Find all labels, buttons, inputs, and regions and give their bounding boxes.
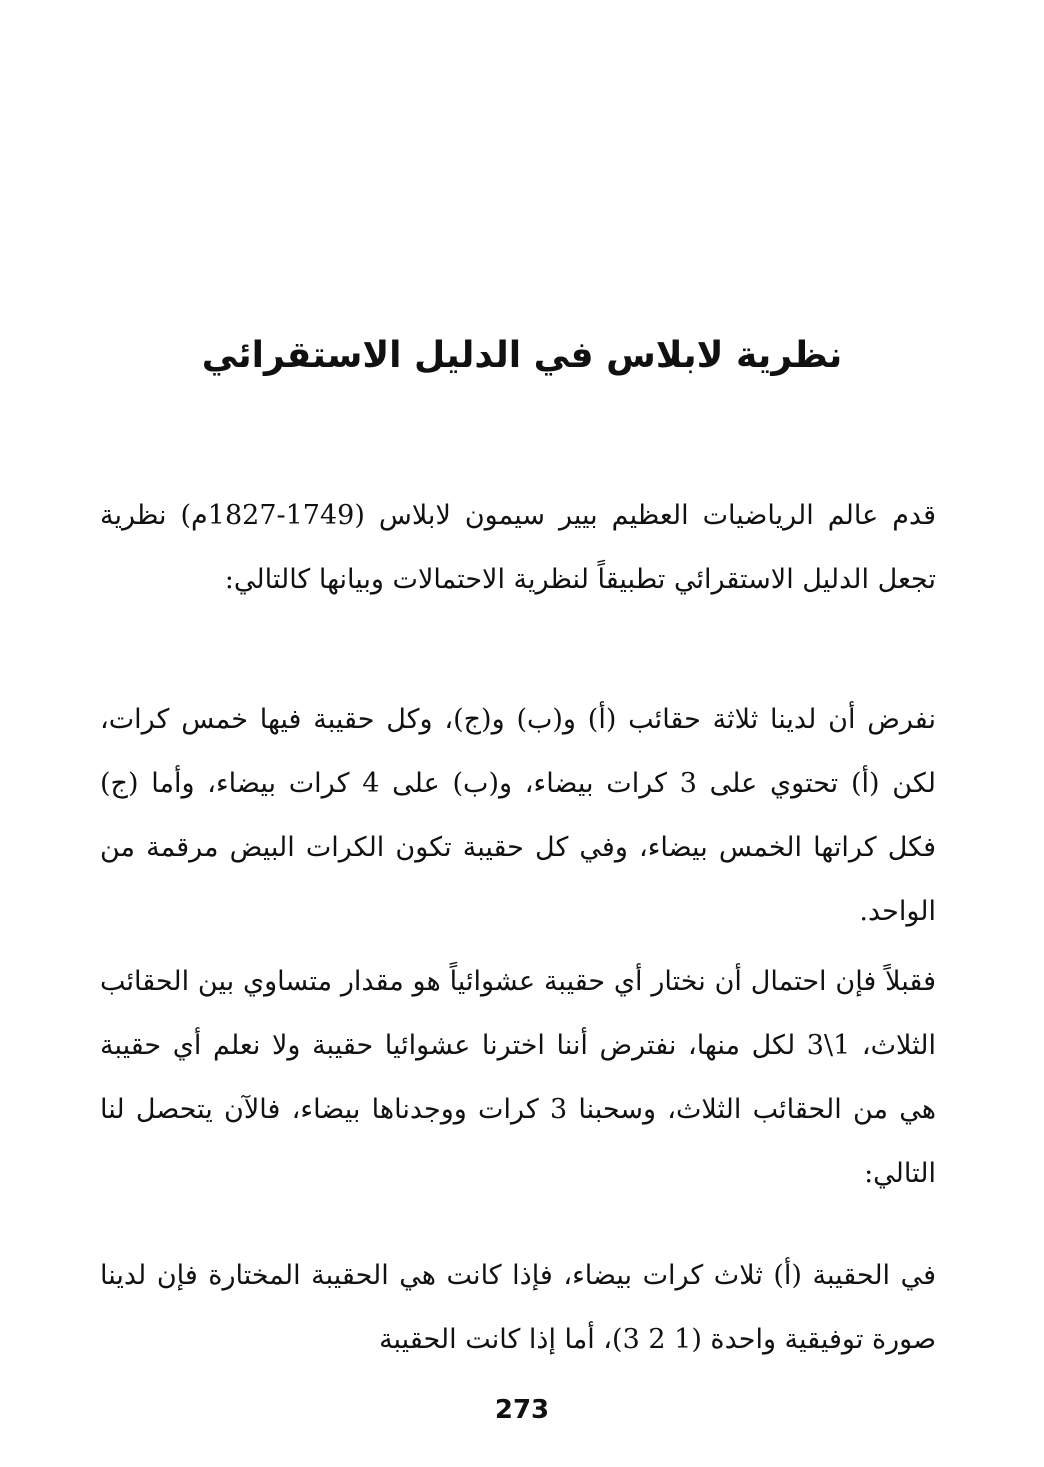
paragraph-bag-a: في الحقيبة (أ) ثلاث كرات بيضاء، فإذا كانت هي الحقيبة المختارة فإن لدينا صورة توفيقية واحدة (1 2 3)، أما إذا كانت الحقيبة bbox=[100, 1260, 936, 1355]
page-number: 273 bbox=[494, 1395, 550, 1425]
paragraph-intro: قدم عالم الرياضيات العظيم بيير سيمون لابلاس (1749-1827م) نظرية تجعل الدليل الاستقرائي تطبيقاً لنظرية الاحتمالات وبيانها كالتالي: bbox=[100, 500, 936, 595]
paragraph-probability: فقبلاً فإن احتمال أن نختار أي حقيبة عشوائياً هو مقدار متساوي بين الحقائب الثلاث، 1\3 لكل منها، نفترض أننا اخترنا عشوائيا حقيبة ولا نعلم أي حقيبة هي من الحقائب الثلاث، وسحبنا 3 كرات ووجدناها بيضاء، فالآن يتحصل لنا التالي: bbox=[100, 966, 937, 1189]
paragraph-bags: نفرض أن لدينا ثلاثة حقائب (أ) و(ب) و(ج)، وكل حقيبة فيها خمس كرات، لكن (أ) تحتوي على 3 كرات بيضاء، و(ب) على 4 كرات بيضاء، وأما (ج) فكل كراتها الخمس بيضاء، وفي كل حقيبة تكون الكرات البيض مرقمة من الواحد. bbox=[100, 704, 936, 927]
page-title: نظرية لابلاس في الدليل الاستقرائي bbox=[201, 335, 843, 376]
